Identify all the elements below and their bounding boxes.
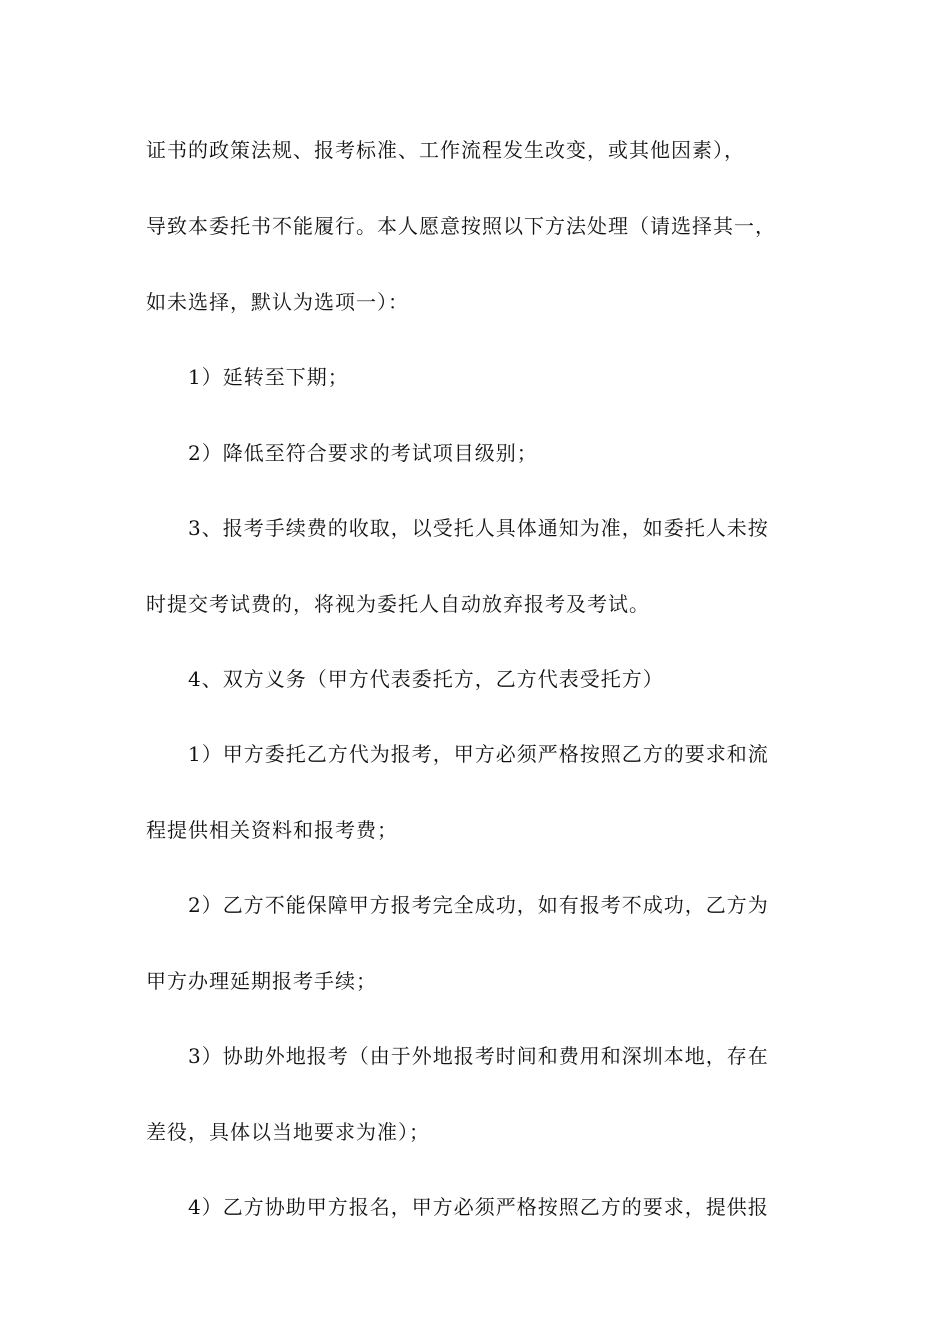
list-item: 1）甲方委托乙方代为报考，甲方必须严格按照乙方的要求和流 bbox=[188, 742, 769, 766]
clause-heading: 3、报考手续费的收取，以受托人具体通知为准，如委托人未按 bbox=[188, 516, 769, 540]
text-line: 差役，具体以当地要求为准）； bbox=[146, 1120, 430, 1144]
text-line: 导致本委托书不能履行。本人愿意按照以下方法处理（请选择其一， bbox=[146, 214, 776, 238]
clause-heading: 4、双方义务（甲方代表委托方，乙方代表受托方） bbox=[188, 667, 664, 691]
text-line: 证书的政策法规、报考标准、工作流程发生改变，或其他因素）， bbox=[146, 138, 745, 162]
list-item: 1）延转至下期； bbox=[188, 365, 349, 389]
list-item: 3）协助外地报考（由于外地报考时间和费用和深圳本地，存在 bbox=[188, 1044, 769, 1068]
list-item: 2）降低至符合要求的考试项目级别； bbox=[188, 441, 538, 465]
text-line: 程提供相关资料和报考费； bbox=[146, 818, 398, 842]
list-item: 2）乙方不能保障甲方报考完全成功，如有报考不成功，乙方为 bbox=[188, 893, 769, 917]
list-item: 4）乙方协助甲方报名，甲方必须严格按照乙方的要求，提供报 bbox=[188, 1195, 769, 1219]
text-line: 时提交考试费的，将视为委托人自动放弃报考及考试。 bbox=[146, 592, 650, 616]
text-line: 如未选择，默认为选项一）： bbox=[146, 290, 409, 314]
text-line: 甲方办理延期报考手续； bbox=[146, 969, 377, 993]
